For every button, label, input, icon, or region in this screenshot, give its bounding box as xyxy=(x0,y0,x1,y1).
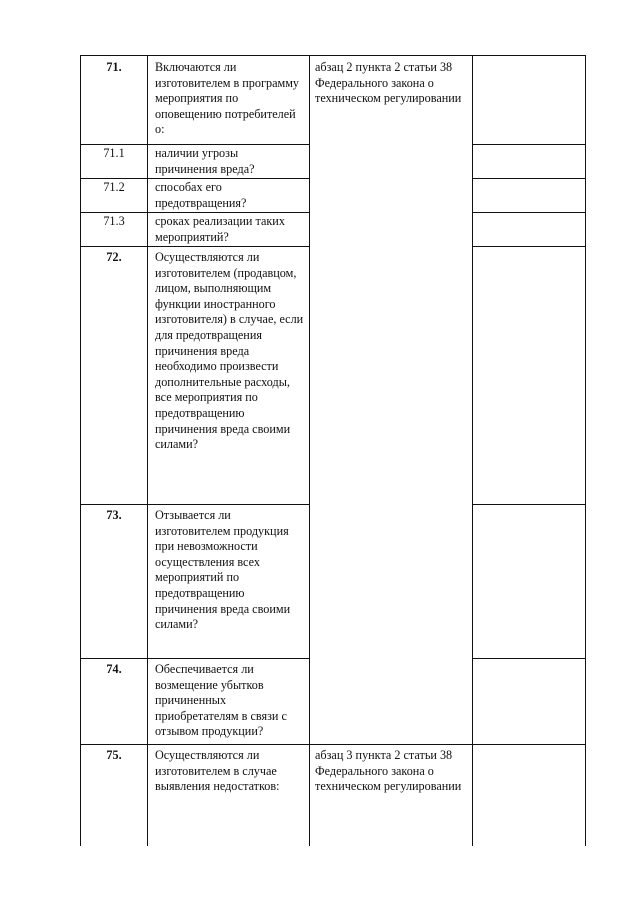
row-number: 71.1 xyxy=(103,146,125,160)
table-border-right xyxy=(585,55,586,846)
legal-reference: абзац 2 пункта 2 статьи 38 Федерального закона о техническом регулировании xyxy=(315,60,462,106)
row-number: 73. xyxy=(106,508,122,522)
question-text: наличии угрозы причинения вреда? xyxy=(155,146,255,176)
question-text: Отзывается ли изготовителем продукция при невозможности осуществления всех мероприятий по предотвращению причинения вреда своими силами? xyxy=(155,508,291,632)
row-separator xyxy=(472,212,585,213)
row-separator xyxy=(80,658,309,659)
legal-reference: абзац 3 пункта 2 статьи 38 Федерального закона о техническом регулировании xyxy=(315,748,462,794)
row-separator xyxy=(80,178,309,179)
question-text: способах его предотвращения? xyxy=(155,180,247,210)
row-separator xyxy=(80,212,309,213)
row-separator xyxy=(80,246,309,247)
question-text: Осуществляются ли изготовителем (продавцом, лицом, выполняющим функции иностранного изготовителя) в случае, если для предотвращения причинения вреда необходимо произвести дополнительные расходы, все мероприятия по предотвращению причинения вреда своими силами? xyxy=(155,250,304,452)
question-text: сроках реализации таких мероприятий? xyxy=(155,214,285,244)
row-separator xyxy=(80,504,309,505)
question-text: Осуществляются ли изготовителем в случае выявления недостатков: xyxy=(155,748,280,794)
row-separator xyxy=(472,658,585,659)
column-divider-2 xyxy=(309,55,310,846)
table-border-left xyxy=(80,55,81,846)
row-separator xyxy=(472,178,585,179)
table-border-top xyxy=(80,55,585,56)
row-separator xyxy=(472,144,585,145)
column-divider-1 xyxy=(147,55,148,846)
row-number: 75. xyxy=(106,748,122,762)
row-separator xyxy=(80,744,309,745)
column-divider-3 xyxy=(472,55,473,846)
row-separator xyxy=(309,744,585,745)
row-number: 71. xyxy=(106,60,122,74)
row-number: 71.3 xyxy=(103,214,125,228)
row-number: 74. xyxy=(106,662,122,676)
row-separator xyxy=(472,246,585,247)
row-number: 71.2 xyxy=(103,180,125,194)
row-separator xyxy=(80,144,309,145)
question-text: Включаются ли изготовителем в программу мероприятия по оповещению потребителей о: xyxy=(155,60,300,137)
row-separator xyxy=(472,504,585,505)
row-number: 72. xyxy=(106,250,122,264)
question-text: Обеспечивается ли возмещение убытков причиненных приобретателям в связи с отзывом продукции? xyxy=(155,662,287,739)
